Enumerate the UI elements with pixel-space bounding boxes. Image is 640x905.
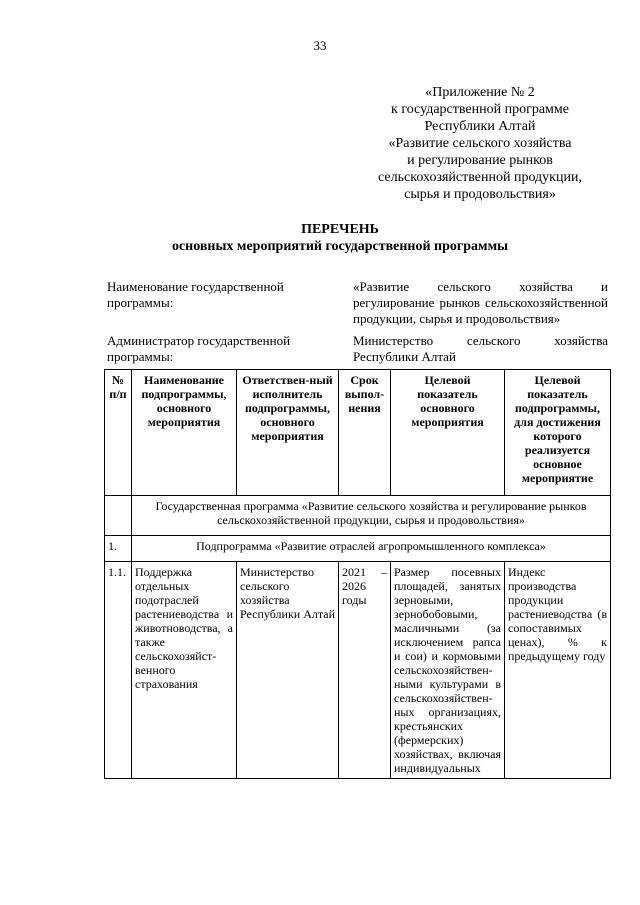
row-subprogram-indicator: Индекс производства продукции растениеводства (в сопоставимых ценах), % к предыдущему году	[505, 562, 611, 779]
appendix-line: Республики Алтай	[424, 119, 536, 134]
title-subline: основных мероприятий государственной программы	[171, 239, 509, 254]
header-cell-executor: Ответствен-ный исполнитель подпрограммы, основного мероприятия	[237, 370, 339, 496]
page-number: 33	[313, 38, 327, 53]
header-cell-name: Наименование подпрограммы, основного мероприятия	[132, 370, 237, 496]
program-name-value	[353, 279, 608, 327]
appendix-header	[330, 84, 630, 203]
appendix-line: и регулирование рынков	[407, 153, 553, 168]
appendix-line: сырья и продовольствия»	[404, 187, 556, 202]
header-cell-term: Срок выпол-нения	[339, 370, 391, 496]
row-number: 1.1.	[105, 562, 132, 779]
appendix-line: сельскохозяйственной продукции,	[378, 170, 582, 185]
administrator-value	[353, 333, 608, 365]
row-term: 2021 – 2026 годы	[339, 562, 391, 779]
row-executor: Министерство сельского хозяйства Республики Алтай	[237, 562, 339, 779]
program-value-line: «Развитие сельского хозяйства и	[353, 279, 608, 294]
program-row	[105, 496, 611, 536]
program-row-title: Государственная программа «Развитие сельского хозяйства и регулирование рынков сельскохозяйственной продукции, сырья и продовольствия»	[132, 496, 611, 536]
header-cell-activity-indicator: Целевой показатель основного мероприятия	[391, 370, 505, 496]
header-cell-subprogram-indicator: Целевой показатель подпрограммы, для достижения которого реализуется основное мероприятие	[505, 370, 611, 496]
administrator-label: Администратор государственной программы:	[107, 333, 291, 364]
row-activity-name: Поддержка отдельных подотраслей растениеводства и животноводства, а также сельскохозяйст-венного страхования	[132, 562, 237, 779]
appendix-line: «Приложение № 2	[425, 85, 535, 100]
appendix-line: «Развитие сельского хозяйства	[388, 136, 572, 151]
program-row-number	[105, 496, 132, 536]
header-cell-number: № п/п	[105, 370, 132, 496]
subprogram-row-title: Подпрограмма «Развитие отраслей агропромышленного комплекса»	[132, 536, 611, 562]
document-title	[0, 221, 640, 255]
title-line: ПЕРЕЧЕНЬ	[301, 222, 379, 237]
activities-table	[104, 369, 611, 779]
appendix-line: к государственной программе	[391, 102, 569, 117]
program-value-line: регулирование рынков сельскохозяйственной	[353, 295, 608, 310]
program-name-label: Наименование государственной программы:	[107, 279, 284, 310]
table-header-row	[105, 370, 611, 496]
row-activity-indicator: Размер посевных площадей, занятых зерновыми, зернобобовыми, масличными (за исключением рапса и сои) и кормовыми сельскохозяйствен-ными культурами в сельскохозяйствен-ных организациях, крестьянских (фермерских) хозяйствах, включая индивидуальных	[391, 562, 505, 779]
admin-value-line: Республики Алтай	[353, 349, 456, 364]
program-value-line: продукции, сырья и продовольствия»	[353, 311, 561, 326]
admin-value-line: Министерство сельского хозяйства	[353, 333, 608, 348]
table-row	[105, 562, 611, 779]
subprogram-row-number: 1.	[105, 536, 132, 562]
subprogram-row	[105, 536, 611, 562]
